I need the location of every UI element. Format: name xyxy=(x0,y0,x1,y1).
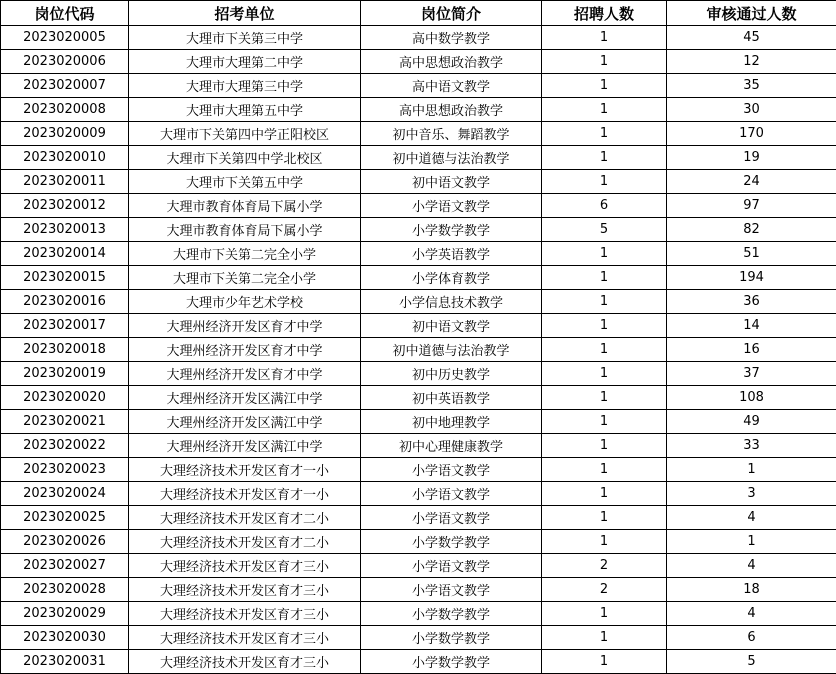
cell-position-description: 小学语文教学 xyxy=(361,194,542,218)
cell-hiring-count: 1 xyxy=(542,602,667,626)
cell-hiring-count: 1 xyxy=(542,362,667,386)
cell-position-code: 2023020015 xyxy=(1,266,129,290)
cell-hiring-count: 1 xyxy=(542,650,667,674)
cell-hiring-count: 1 xyxy=(542,506,667,530)
cell-recruiting-unit: 大理市少年艺术学校 xyxy=(129,290,361,314)
cell-position-code: 2023020028 xyxy=(1,578,129,602)
table-row xyxy=(1,386,836,410)
cell-position-description: 小学信息技术教学 xyxy=(361,290,542,314)
cell-position-code: 2023020023 xyxy=(1,458,129,482)
cell-position-code: 2023020016 xyxy=(1,290,129,314)
table-row xyxy=(1,602,836,626)
cell-approved-count: 37 xyxy=(667,362,836,386)
table-row xyxy=(1,266,836,290)
table-row xyxy=(1,458,836,482)
cell-position-description: 小学数学教学 xyxy=(361,602,542,626)
cell-recruiting-unit: 大理州经济开发区满江中学 xyxy=(129,434,361,458)
cell-recruiting-unit: 大理经济技术开发区育才三小 xyxy=(129,626,361,650)
cell-recruiting-unit: 大理经济技术开发区育才一小 xyxy=(129,482,361,506)
cell-position-description: 初中历史教学 xyxy=(361,362,542,386)
cell-approved-count: 4 xyxy=(667,506,836,530)
cell-hiring-count: 1 xyxy=(542,386,667,410)
cell-hiring-count: 2 xyxy=(542,554,667,578)
table-row xyxy=(1,98,836,122)
cell-hiring-count: 1 xyxy=(542,314,667,338)
cell-hiring-count: 2 xyxy=(542,578,667,602)
cell-position-code: 2023020014 xyxy=(1,242,129,266)
cell-position-description: 高中思想政治教学 xyxy=(361,50,542,74)
cell-hiring-count: 1 xyxy=(542,170,667,194)
cell-hiring-count: 1 xyxy=(542,50,667,74)
cell-position-description: 小学语文教学 xyxy=(361,458,542,482)
cell-position-description: 初中地理教学 xyxy=(361,410,542,434)
cell-hiring-count: 6 xyxy=(542,194,667,218)
cell-recruiting-unit: 大理市大理第二中学 xyxy=(129,50,361,74)
cell-recruiting-unit: 大理市下关第四中学正阳校区 xyxy=(129,122,361,146)
cell-position-code: 2023020026 xyxy=(1,530,129,554)
header-position-description: 岗位简介 xyxy=(361,1,542,26)
table-row xyxy=(1,242,836,266)
cell-recruiting-unit: 大理州经济开发区育才中学 xyxy=(129,314,361,338)
cell-hiring-count: 1 xyxy=(542,458,667,482)
cell-recruiting-unit: 大理经济技术开发区育才一小 xyxy=(129,458,361,482)
cell-recruiting-unit: 大理市下关第三中学 xyxy=(129,26,361,50)
cell-approved-count: 4 xyxy=(667,554,836,578)
cell-position-description: 小学语文教学 xyxy=(361,482,542,506)
cell-approved-count: 82 xyxy=(667,218,836,242)
cell-approved-count: 12 xyxy=(667,50,836,74)
cell-position-description: 初中英语教学 xyxy=(361,386,542,410)
cell-position-description: 初中道德与法治教学 xyxy=(361,146,542,170)
cell-approved-count: 194 xyxy=(667,266,836,290)
cell-position-code: 2023020031 xyxy=(1,650,129,674)
cell-position-code: 2023020017 xyxy=(1,314,129,338)
cell-position-description: 小学数学教学 xyxy=(361,218,542,242)
cell-recruiting-unit: 大理经济技术开发区育才三小 xyxy=(129,554,361,578)
table-row xyxy=(1,482,836,506)
cell-position-code: 2023020020 xyxy=(1,386,129,410)
cell-position-description: 高中数学教学 xyxy=(361,26,542,50)
table-row xyxy=(1,146,836,170)
cell-recruiting-unit: 大理市下关第二完全小学 xyxy=(129,242,361,266)
cell-recruiting-unit: 大理经济技术开发区育才三小 xyxy=(129,602,361,626)
cell-recruiting-unit: 大理经济技术开发区育才二小 xyxy=(129,530,361,554)
cell-approved-count: 6 xyxy=(667,626,836,650)
cell-recruiting-unit: 大理市教育体育局下属小学 xyxy=(129,194,361,218)
cell-approved-count: 16 xyxy=(667,338,836,362)
table-row xyxy=(1,626,836,650)
cell-position-description: 高中思想政治教学 xyxy=(361,98,542,122)
table-row xyxy=(1,26,836,50)
cell-approved-count: 170 xyxy=(667,122,836,146)
cell-recruiting-unit: 大理州经济开发区育才中学 xyxy=(129,362,361,386)
cell-position-code: 2023020021 xyxy=(1,410,129,434)
cell-position-code: 2023020022 xyxy=(1,434,129,458)
cell-hiring-count: 1 xyxy=(542,530,667,554)
cell-position-code: 2023020010 xyxy=(1,146,129,170)
cell-hiring-count: 1 xyxy=(542,74,667,98)
cell-position-description: 小学语文教学 xyxy=(361,506,542,530)
cell-approved-count: 4 xyxy=(667,602,836,626)
cell-position-description: 小学数学教学 xyxy=(361,626,542,650)
cell-hiring-count: 1 xyxy=(542,434,667,458)
cell-recruiting-unit: 大理市下关第五中学 xyxy=(129,170,361,194)
cell-position-code: 2023020018 xyxy=(1,338,129,362)
cell-recruiting-unit: 大理州经济开发区满江中学 xyxy=(129,386,361,410)
cell-position-code: 2023020030 xyxy=(1,626,129,650)
cell-hiring-count: 5 xyxy=(542,218,667,242)
cell-position-code: 2023020024 xyxy=(1,482,129,506)
cell-position-code: 2023020008 xyxy=(1,98,129,122)
cell-recruiting-unit: 大理市教育体育局下属小学 xyxy=(129,218,361,242)
cell-position-description: 初中语文教学 xyxy=(361,170,542,194)
cell-position-code: 2023020012 xyxy=(1,194,129,218)
cell-hiring-count: 1 xyxy=(542,26,667,50)
cell-approved-count: 108 xyxy=(667,386,836,410)
cell-approved-count: 24 xyxy=(667,170,836,194)
table-row xyxy=(1,122,836,146)
cell-approved-count: 14 xyxy=(667,314,836,338)
table-row xyxy=(1,338,836,362)
table-row xyxy=(1,554,836,578)
table-row xyxy=(1,194,836,218)
cell-position-description: 初中语文教学 xyxy=(361,314,542,338)
table-row xyxy=(1,410,836,434)
cell-recruiting-unit: 大理州经济开发区满江中学 xyxy=(129,410,361,434)
cell-position-code: 2023020006 xyxy=(1,50,129,74)
cell-position-code: 2023020011 xyxy=(1,170,129,194)
cell-recruiting-unit: 大理州经济开发区育才中学 xyxy=(129,338,361,362)
cell-approved-count: 51 xyxy=(667,242,836,266)
cell-approved-count: 5 xyxy=(667,650,836,674)
table-row xyxy=(1,578,836,602)
cell-hiring-count: 1 xyxy=(542,98,667,122)
cell-recruiting-unit: 大理经济技术开发区育才二小 xyxy=(129,506,361,530)
cell-position-description: 小学数学教学 xyxy=(361,530,542,554)
header-approved-count: 审核通过人数 xyxy=(667,1,836,26)
cell-position-description: 高中语文教学 xyxy=(361,74,542,98)
table-row xyxy=(1,314,836,338)
cell-hiring-count: 1 xyxy=(542,626,667,650)
cell-position-description: 初中心理健康教学 xyxy=(361,434,542,458)
cell-recruiting-unit: 大理经济技术开发区育才三小 xyxy=(129,650,361,674)
cell-position-code: 2023020027 xyxy=(1,554,129,578)
table-row xyxy=(1,530,836,554)
cell-approved-count: 30 xyxy=(667,98,836,122)
cell-approved-count: 3 xyxy=(667,482,836,506)
cell-approved-count: 1 xyxy=(667,530,836,554)
header-hiring-count: 招聘人数 xyxy=(542,1,667,26)
cell-recruiting-unit: 大理市下关第四中学北校区 xyxy=(129,146,361,170)
cell-approved-count: 19 xyxy=(667,146,836,170)
cell-position-description: 小学语文教学 xyxy=(361,554,542,578)
cell-approved-count: 1 xyxy=(667,458,836,482)
cell-approved-count: 36 xyxy=(667,290,836,314)
header-position-code: 岗位代码 xyxy=(1,1,129,26)
cell-approved-count: 35 xyxy=(667,74,836,98)
cell-position-code: 2023020025 xyxy=(1,506,129,530)
cell-recruiting-unit: 大理市大理第三中学 xyxy=(129,74,361,98)
cell-hiring-count: 1 xyxy=(542,482,667,506)
cell-hiring-count: 1 xyxy=(542,338,667,362)
table-row xyxy=(1,290,836,314)
cell-hiring-count: 1 xyxy=(542,146,667,170)
cell-recruiting-unit: 大理市大理第五中学 xyxy=(129,98,361,122)
cell-approved-count: 45 xyxy=(667,26,836,50)
cell-position-code: 2023020019 xyxy=(1,362,129,386)
cell-hiring-count: 1 xyxy=(542,410,667,434)
cell-position-description: 初中道德与法治教学 xyxy=(361,338,542,362)
cell-position-description: 小学语文教学 xyxy=(361,578,542,602)
cell-position-description: 初中音乐、舞蹈教学 xyxy=(361,122,542,146)
table-row xyxy=(1,650,836,674)
cell-hiring-count: 1 xyxy=(542,122,667,146)
cell-approved-count: 49 xyxy=(667,410,836,434)
table-row xyxy=(1,170,836,194)
cell-position-description: 小学英语教学 xyxy=(361,242,542,266)
cell-recruiting-unit: 大理经济技术开发区育才三小 xyxy=(129,578,361,602)
header-recruiting-unit: 招考单位 xyxy=(129,1,361,26)
header-row xyxy=(1,1,836,26)
cell-hiring-count: 1 xyxy=(542,242,667,266)
cell-hiring-count: 1 xyxy=(542,290,667,314)
table-row xyxy=(1,74,836,98)
table-row xyxy=(1,434,836,458)
cell-approved-count: 33 xyxy=(667,434,836,458)
cell-recruiting-unit: 大理市下关第二完全小学 xyxy=(129,266,361,290)
cell-position-code: 2023020013 xyxy=(1,218,129,242)
cell-position-code: 2023020007 xyxy=(1,74,129,98)
table-row xyxy=(1,362,836,386)
cell-position-code: 2023020009 xyxy=(1,122,129,146)
cell-approved-count: 18 xyxy=(667,578,836,602)
table-row xyxy=(1,218,836,242)
table-body xyxy=(1,26,836,674)
table-row xyxy=(1,506,836,530)
cell-position-code: 2023020005 xyxy=(1,26,129,50)
cell-position-description: 小学数学教学 xyxy=(361,650,542,674)
cell-position-code: 2023020029 xyxy=(1,602,129,626)
cell-approved-count: 97 xyxy=(667,194,836,218)
table-row xyxy=(1,50,836,74)
cell-hiring-count: 1 xyxy=(542,266,667,290)
cell-position-description: 小学体育教学 xyxy=(361,266,542,290)
